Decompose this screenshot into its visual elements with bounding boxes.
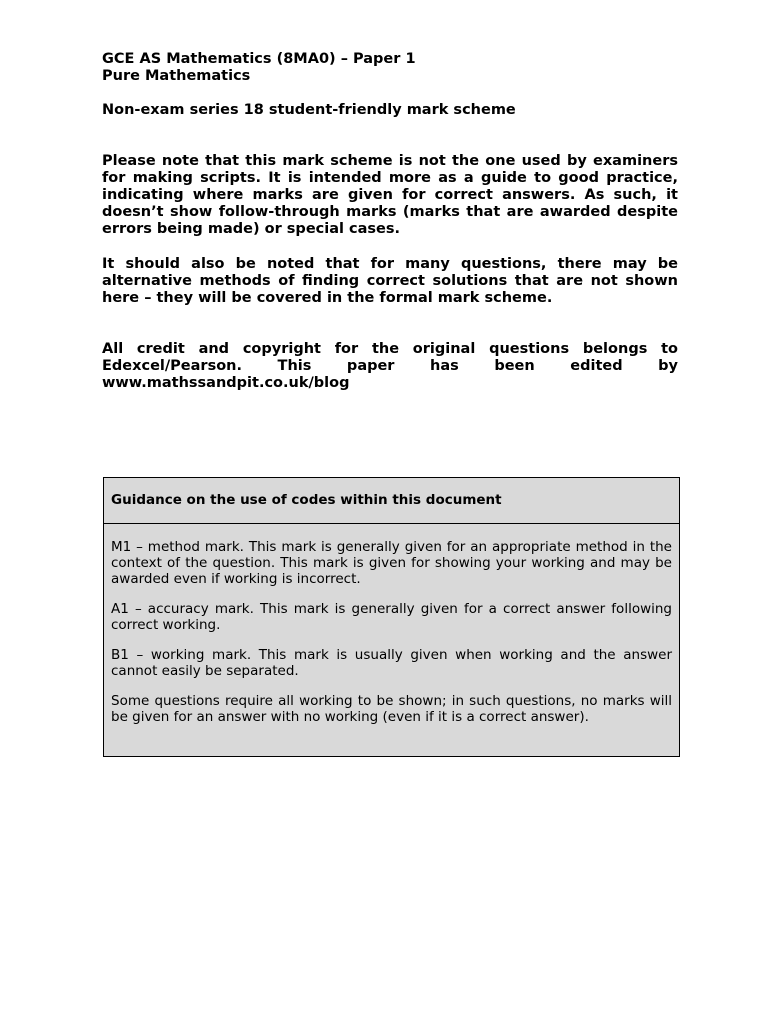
guidance-item-b1: B1 – working mark. This mark is usually given when working and the answer cannot easily be separated. [111, 647, 672, 679]
guidance-item-m1: M1 – method mark. This mark is generally given for an appropriate method in the context of the question. This mark is given for showing your working and may be awarded even if working is incorrect. [111, 539, 672, 587]
title-line-1: GCE AS Mathematics (8MA0) – Paper 1 [102, 51, 416, 67]
guidance-box [103, 477, 680, 757]
guidance-item-a1: A1 – accuracy mark. This mark is generally given for a correct answer following correct working. [111, 601, 672, 633]
disclaimer-paragraph: Please note that this mark scheme is not the one used by examiners for making scripts. It is intended more as a guide to good practice, indicating where marks are given for correct answers. As such, it doesn’t show follow-through marks (marks that are awarded despite errors being made) or special cases. [102, 153, 678, 237]
alternative-methods-paragraph: It should also be noted that for many questions, there may be alternative methods of finding correct solutions that are not shown here – they will be covered in the formal mark scheme. [102, 256, 678, 306]
document-subtitle: Non-exam series 18 student-friendly mark scheme [102, 102, 516, 118]
document-title [102, 51, 702, 85]
copyright-paragraph: All credit and copyright for the original questions belongs to Edexcel/Pearson. This paper has been edited by www.mathssandpit.co.uk/blog [102, 341, 678, 391]
guidance-body [104, 524, 679, 725]
guidance-heading: Guidance on the use of codes within this document [104, 478, 679, 524]
title-line-2: Pure Mathematics [102, 68, 251, 84]
guidance-item-working-note: Some questions require all working to be shown; in such questions, no marks will be given for an answer with no working (even if it is a correct answer). [111, 693, 672, 725]
